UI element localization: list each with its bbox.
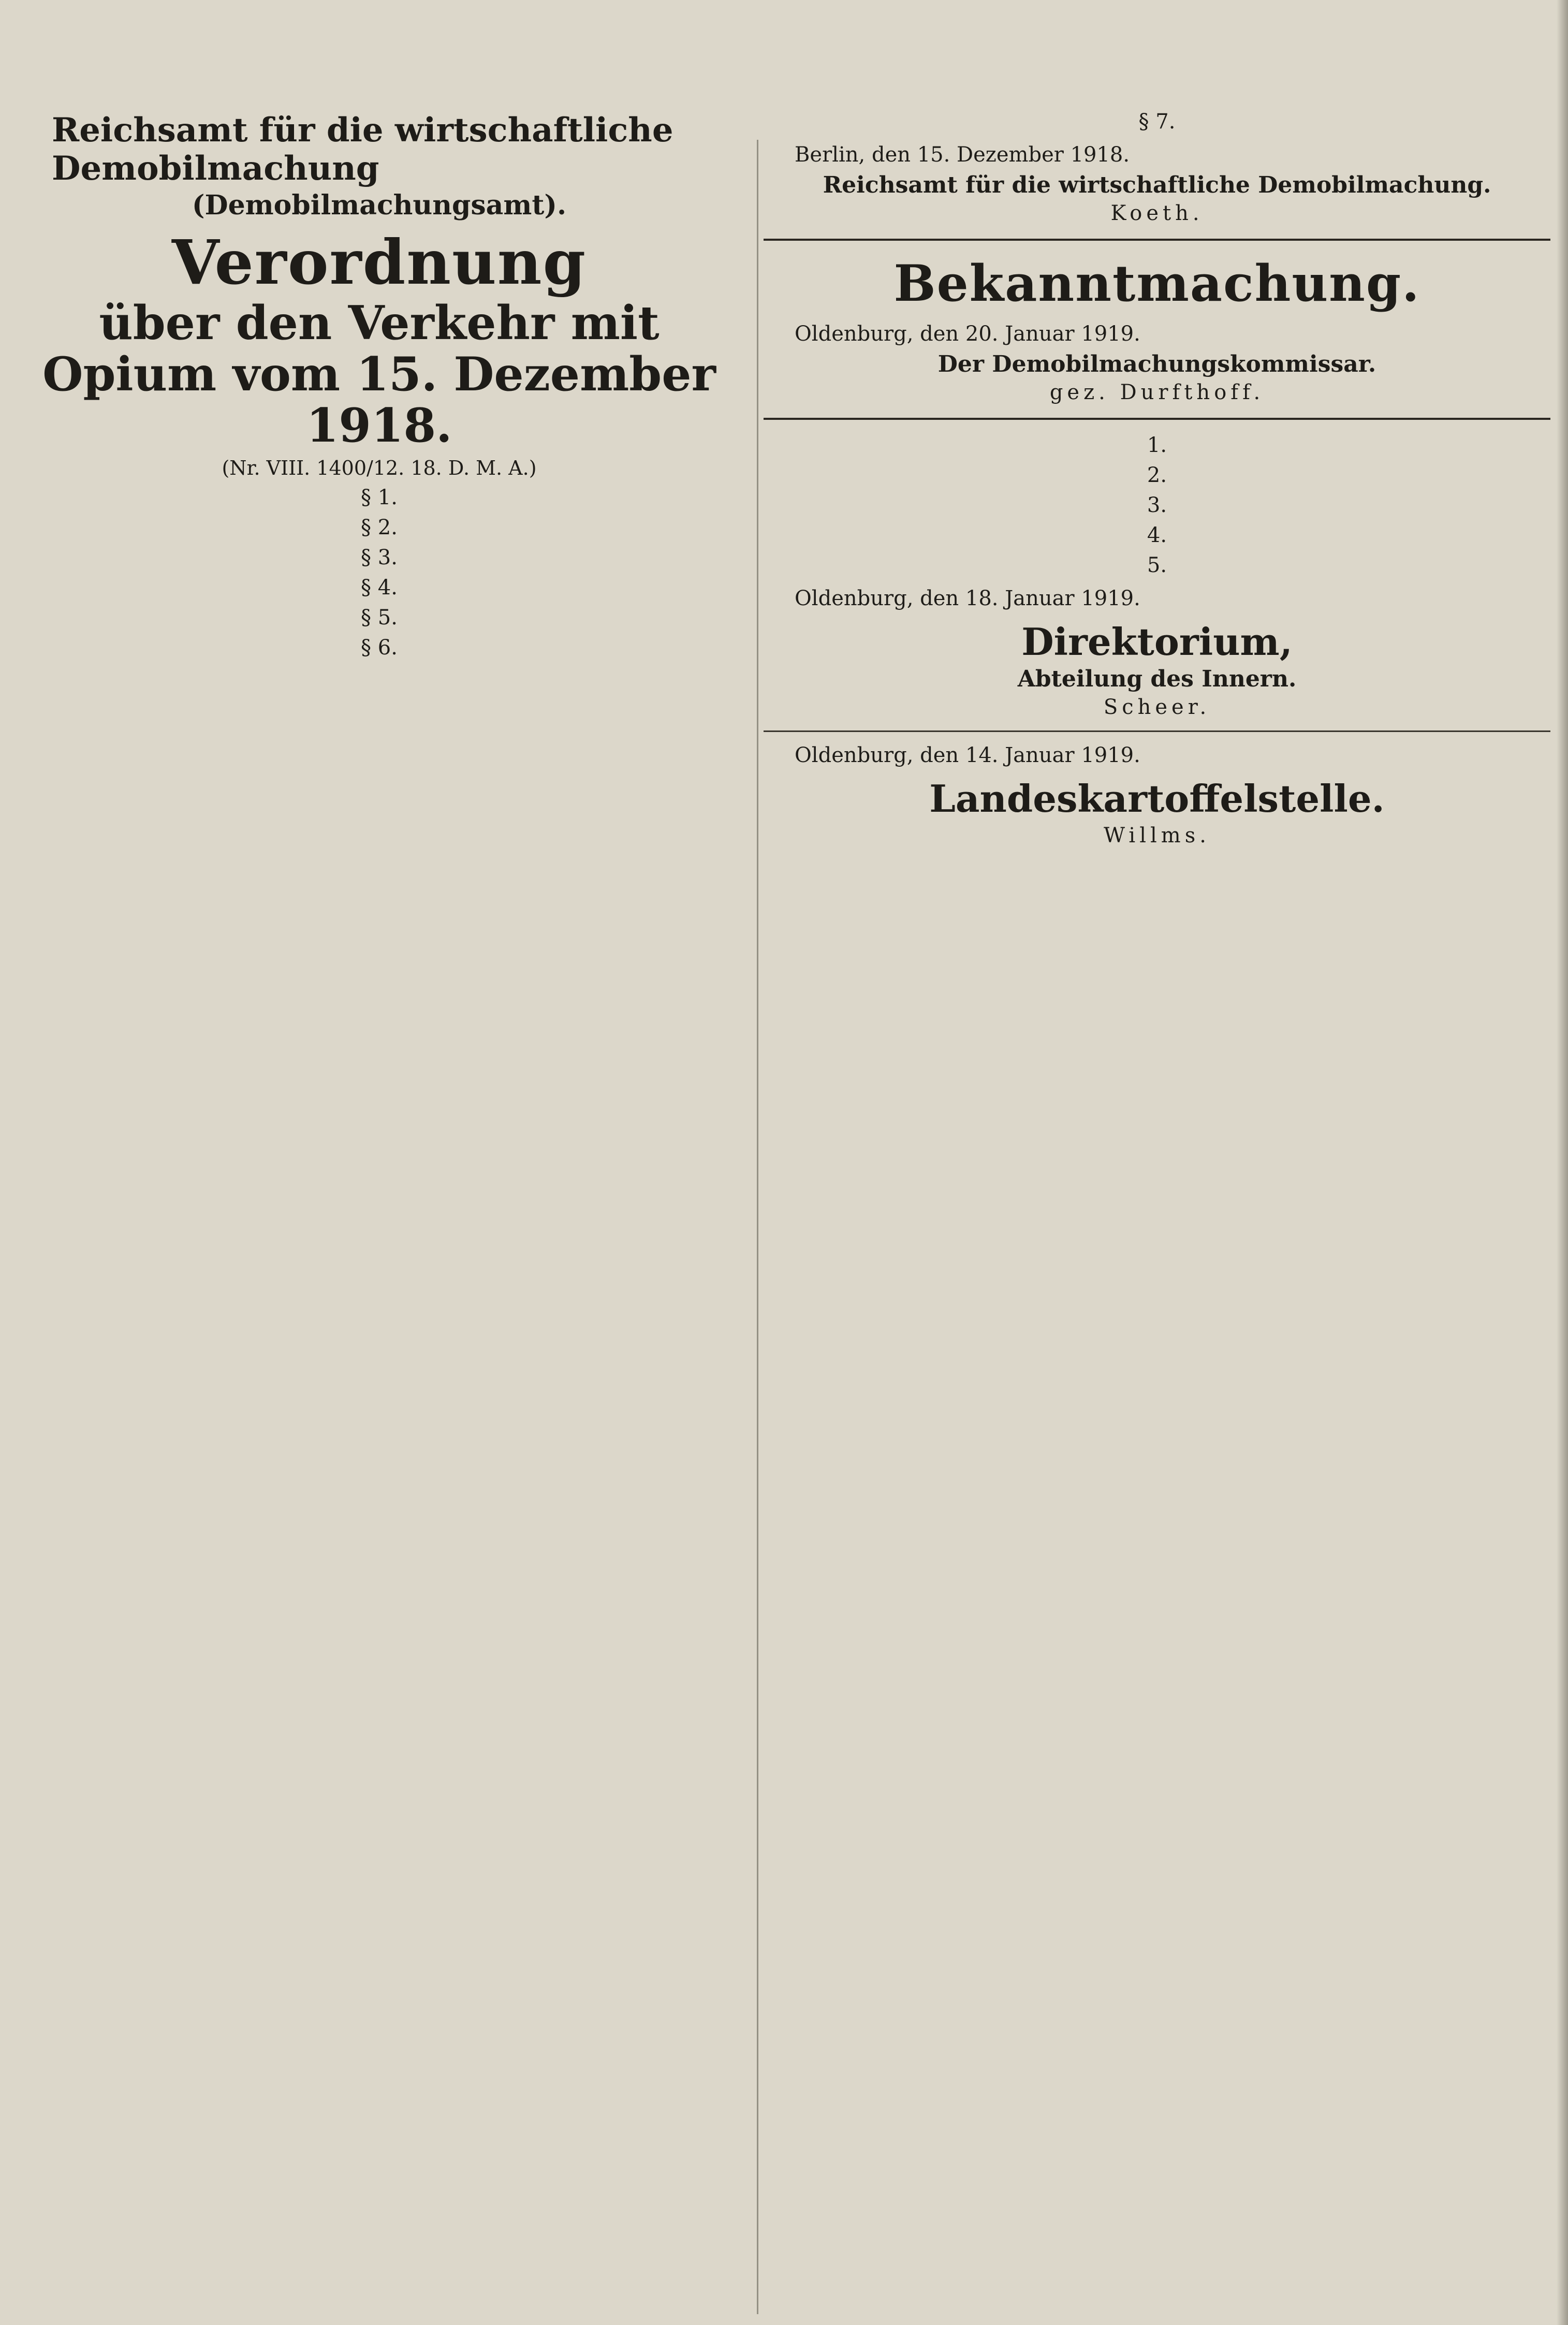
signing-office: Der Demobilmachungskommissar.: [937, 351, 1376, 377]
place-date: Oldenburg, den 14. Januar 1919.: [795, 743, 1140, 767]
numbered-heading: 1.: [1147, 433, 1167, 457]
signing-office: Direktorium,: [1021, 620, 1293, 664]
numbered-heading: 2.: [1147, 463, 1167, 487]
page-edge-shadow: [1557, 0, 1568, 2325]
issuing-office-short: (Demobilmachungsamt).: [192, 189, 567, 222]
section-divider: [764, 730, 1550, 732]
section-heading: § 7.: [1138, 110, 1176, 134]
ordinance-title: Verordnung: [171, 226, 587, 299]
numbered-heading: 5.: [1147, 553, 1167, 577]
issuing-office: Reichsamt für die wirtschaftliche Demobilmachung: [52, 111, 673, 188]
section-divider: [764, 239, 1550, 241]
signer-name: Scheer.: [1103, 695, 1211, 719]
notice-title: Bekanntmachung.: [893, 254, 1420, 313]
section-heading: § 4.: [361, 576, 398, 600]
section-heading: § 5.: [361, 606, 398, 630]
right-column: [764, 104, 1550, 847]
ordinance-subtitle: über den Verkehr mit Opium vom 15. Dezember 1918.: [42, 296, 716, 454]
place-date: Oldenburg, den 18. Januar 1919.: [795, 587, 1140, 610]
signing-office: Landeskartoffelstelle.: [929, 777, 1385, 821]
section-heading: § 2.: [361, 516, 398, 540]
column-divider: [757, 140, 758, 2314]
section-heading: § 3.: [361, 546, 398, 570]
section-heading: § 1.: [361, 486, 398, 510]
numbered-heading: 4.: [1147, 523, 1167, 547]
signer-name: Koeth.: [1110, 201, 1204, 225]
signer-name: gez. Durfthoff.: [1049, 381, 1265, 404]
section-divider: [764, 418, 1550, 420]
place-date: Berlin, den 15. Dezember 1918.: [795, 143, 1130, 167]
signing-office: Reichsamt für die wirtschaftliche Demobilmachung.: [823, 172, 1491, 198]
place-date: Oldenburg, den 20. Januar 1919.: [795, 322, 1140, 346]
section-heading: § 6.: [361, 636, 398, 660]
numbered-heading: 3.: [1147, 493, 1167, 517]
signer-name: Willms.: [1104, 824, 1210, 847]
signing-department: Abteilung des Innern.: [1017, 666, 1297, 692]
left-column: [5, 111, 753, 660]
ordinance-reference: (Nr. VIII. 1400/12. 18. D. M. A.): [222, 457, 537, 480]
